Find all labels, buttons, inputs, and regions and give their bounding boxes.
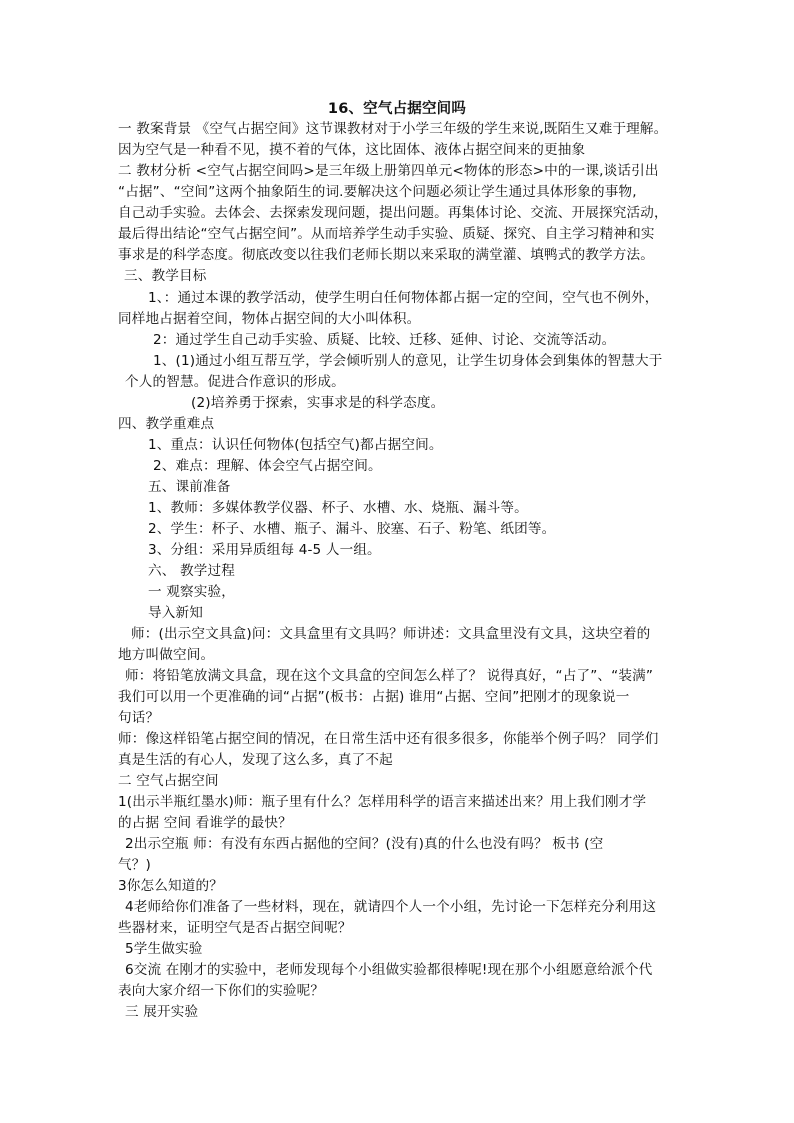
text-line: 1、重点：认识任何物体(包括空气)都占据空间。 [148,437,443,453]
text-line: 2、学生：杯子、水槽、瓶子、漏斗、胶塞、石子、粉笔、纸团等。 [148,521,556,537]
text-line: 真是生活的有心人，发现了这么多，真了不起 [118,752,393,768]
text-line: “占据”、“空间”这两个抽象陌生的词.要解决这个问题必须让学生通过具体形象的事物, [118,184,637,200]
text-line: 师：将铅笔放满文具盒，现在这个文具盒的空间怎么样了？ 说得真好，“占了”、“装满” [125,668,654,684]
text-line: 2出示空瓶 师：有没有东西占据他的空间？(没有)真的什么也没有吗？ 板书 (空 [125,836,604,852]
text-line: 个人的智慧。促进合作意识的形成。 [125,374,345,390]
text-line: 2：通过学生自己动手实验、质疑、比较、迁移、延伸、讨论、交流等活动。 [153,332,616,348]
text-line: 3、分组：采用异质组每 4-5 人一组。 [148,542,381,558]
text-line: 最后得出结论“空气占据空间”。从而培养学生动手实验、质疑、探究、自主学习精神和实 [118,226,655,242]
document-title: 16、空气占据空间吗 [327,101,467,117]
section-heading: 四、教学重难点 [118,416,215,432]
text-line: 1、教师：多媒体教学仪器、杯子、水槽、水、烧瓶、漏斗等。 [148,500,528,516]
text-line: (2)培养勇于探索，实事求是的科学态度。 [191,395,445,411]
text-line: 3你怎么知道的？ [118,878,224,894]
text-line: 表向大家介绍一下你们的实验呢？ [118,983,325,999]
section-heading: 六、 教学过程 [148,563,235,579]
text-line: 同样地占据着空间，物体占据空间的大小叫体积。 [118,311,421,327]
text-line: 1、：通过本课的教学活动，使学生明白任何物体都占据一定的空间，空气也不例外， [148,290,659,306]
text-line: 师：像这样铅笔占据空间的情况，在日常生活中还有很多很多，你能举个例子吗？ 同学们 [118,731,659,747]
section-heading: 五、课前准备 [148,479,231,495]
text-line: 师：(出示空文具盒)问：文具盒里有文具吗？师讲述：文具盒里没有文具，这块空着的 [131,626,651,642]
text-line: 5学生做实验 [125,941,203,957]
text-line: 一 观察实验， [148,584,235,600]
text-line: 6交流 在刚才的实验中，老师发现每个小组做实验都很棒呢!现在那个小组愿意给派个代 [125,962,653,978]
text-line: 气？) [118,857,151,873]
text-line: 些器材来，证明空气是否占据空间呢？ [118,920,352,936]
section-heading: 三 展开实验 [125,1004,199,1020]
text-line: 自己动手实验。去体会、去探索发现问题，提出问题。再集体讨论、交流、开展探究活动， [118,205,668,221]
text-line: 1(出示半瓶红墨水)师：瓶子里有什么？怎样用科学的语言来描述出来？用上我们刚才学 [118,794,647,810]
text-line: 导入新知 [148,605,203,621]
text-line: 1、(1)通过小组互帮互学，学会倾听别人的意见，让学生切身体会到集体的智慧大于 [153,353,663,369]
text-line: 句话？ [118,710,160,726]
section-heading: 二 空气占据空间 [118,773,219,789]
text-line: 事求是的科学态度。彻底改变以往我们老师长期以来采取的满堂灌、填鸭式的教学方法。 [118,247,655,263]
text-line: 一 教案背景 《空气占据空间》这节课教材对于小学三年级的学生来说,既陌生又难于理解。 [118,121,668,137]
text-line: 2、难点：理解、体会空气占据空间。 [153,458,382,474]
text-line: 4老师给你们准备了一些材料，现在，就请四个人一个小组，先讨论一下怎样充分利用这 [125,899,657,915]
text-line: 的占据 空间 看谁学的最快？ [118,815,292,831]
text-line: 二 教材分析 <空气占据空间吗>是三年级上册第四单元<物体的形态>中的一课,谈话引出 [118,163,659,179]
text-line: 我们可以用一个更准确的词“占据”(板书：占据) 谁用“占据、空间”把刚才的现象说一 [118,689,630,705]
text-line: 地方叫做空间。 [118,647,215,663]
text-line: 因为空气是一种看不见，摸不着的气体，这比固体、液体占据空间来的更抽象 [118,142,586,158]
section-heading: 三、教学目标 [124,268,207,284]
